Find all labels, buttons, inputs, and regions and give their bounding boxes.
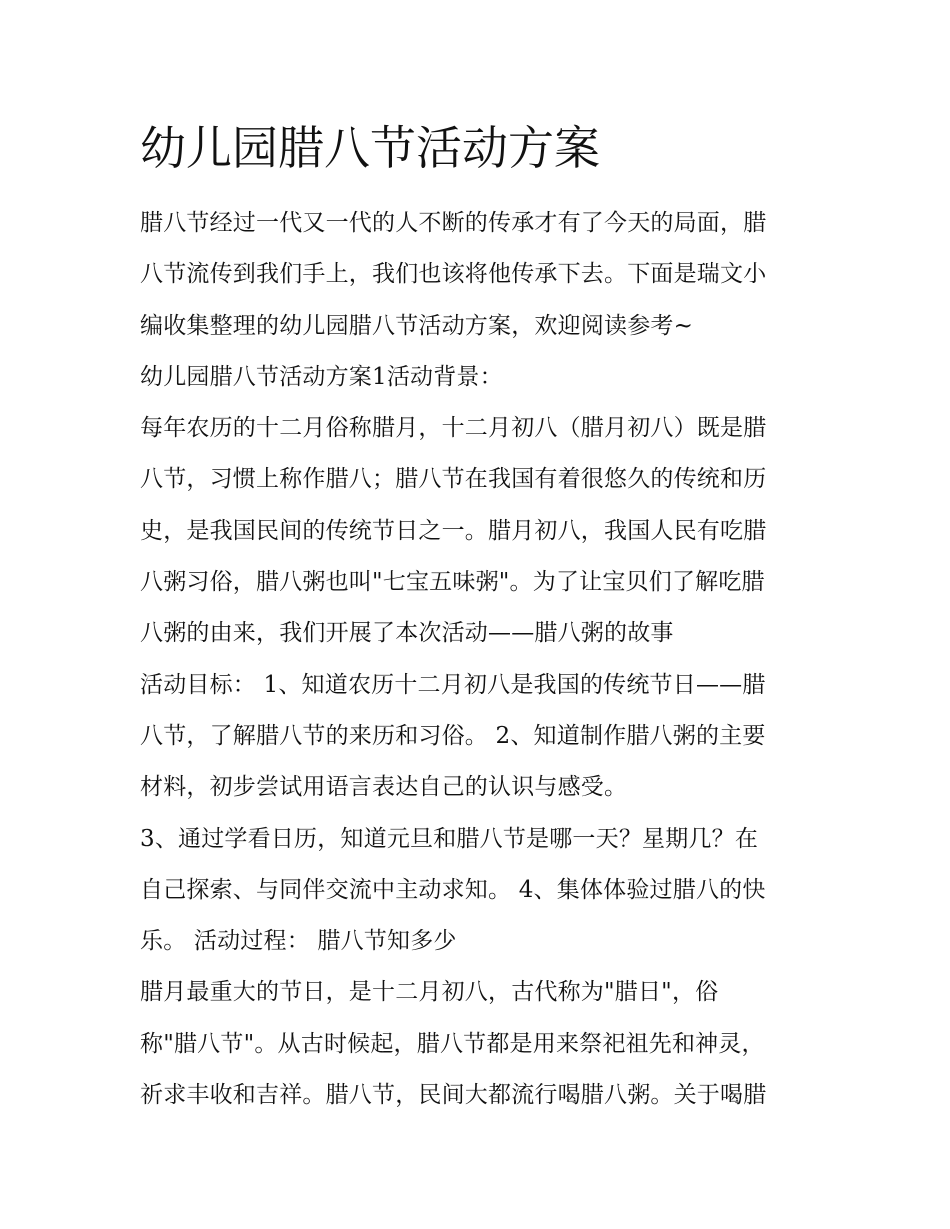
body-line: 每年农历的十二月俗称腊月，十二月初八（腊月初八）既是腊	[140, 415, 767, 442]
body-line: 称"腊八节"。从古时候起，腊八节都是用来祭祀祖先和神灵，	[140, 1030, 765, 1057]
document-title: 幼儿园腊八节活动方案	[140, 121, 600, 175]
body-line: 八粥的由来，我们开展了本次活动——腊八粥的故事	[140, 620, 674, 647]
body-line: 活动目标： 1、知道农历十二月初八是我国的传统节日——腊	[140, 671, 766, 698]
body-line: 自己探索、与同伴交流中主动求知。 4、集体体验过腊八的快	[140, 876, 766, 903]
body-line: 史，是我国民间的传统节日之一。腊月初八，我国人民有吃腊	[140, 517, 767, 544]
body-line: 腊月最重大的节日，是十二月初八，古代称为"腊日"，俗	[140, 979, 719, 1006]
body-line: 编收集整理的幼儿园腊八节活动方案，欢迎阅读参考~	[140, 312, 694, 339]
body-line: 八粥习俗，腊八粥也叫"七宝五味粥"。为了让宝贝们了解吃腊	[140, 569, 765, 596]
body-line: 3、通过学看日历，知道元旦和腊八节是哪一天？星期几？在	[140, 825, 759, 852]
body-line: 乐。 活动过程： 腊八节知多少	[140, 928, 457, 955]
body-line: 八节流传到我们手上，我们也该将他传承下去。下面是瑞文小	[140, 261, 767, 288]
body-line: 材料，初步尝试用语言表达自己的认识与感受。	[140, 774, 628, 801]
section-heading-line: 幼儿园腊八节活动方案1活动背景：	[140, 363, 503, 390]
document-body	[140, 198, 820, 1121]
body-line: 腊八节经过一代又一代的人不断的传承才有了今天的局面，腊	[140, 210, 767, 236]
body-line: 八节，了解腊八节的来历和习俗。 2、知道制作腊八粥的主要	[140, 722, 766, 749]
body-line: 祈求丰收和吉祥。腊八节，民间大都流行喝腊八粥。关于喝腊	[140, 1082, 767, 1109]
body-line: 八节，习惯上称作腊八；腊八节在我国有着很悠久的传统和历	[140, 466, 767, 493]
